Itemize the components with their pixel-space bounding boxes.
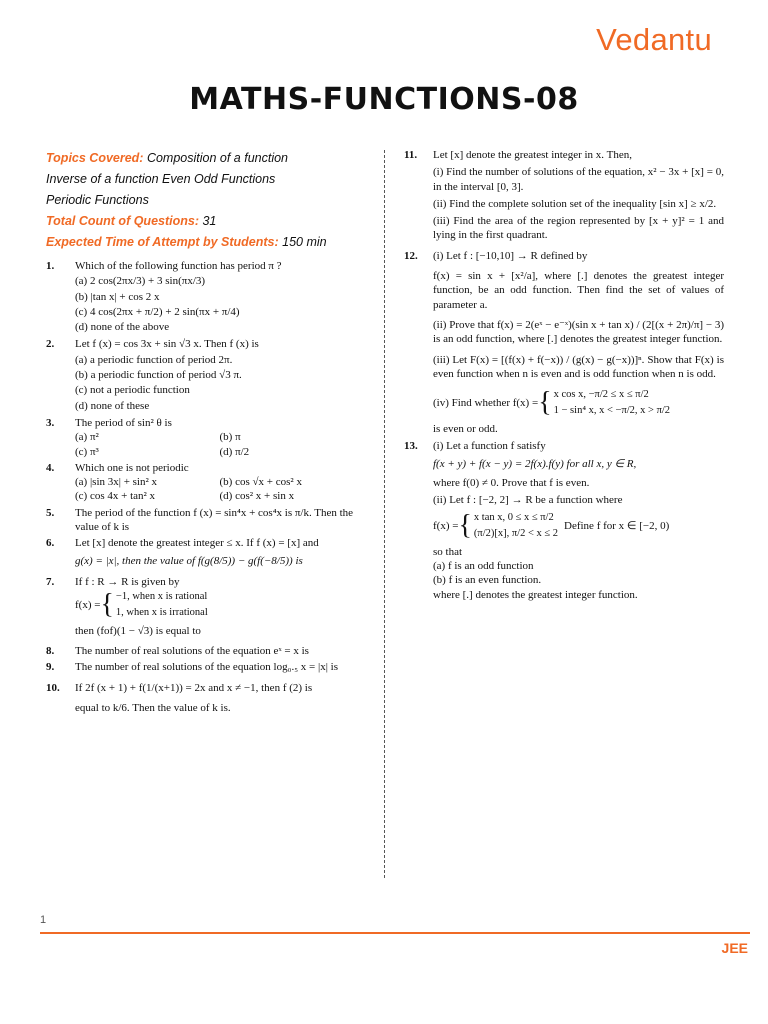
option-a: (a) π² <box>75 431 99 444</box>
brace-glyph: { <box>100 588 114 620</box>
topics-label: Topics Covered: <box>46 151 144 165</box>
option-c: (c) cos 4x + tan² x <box>75 490 156 503</box>
right-column <box>404 148 724 604</box>
part-iii: (iii) Let F(x) = [(f(x) + f(−x)) / (g(x) − g(−x))]ⁿ. Show that F(x) is even function when n is even and is odd function when n is odd. <box>433 353 724 380</box>
option-d: (d) π/2 <box>219 445 250 458</box>
option-b: (b) a periodic function of period √3 π. <box>75 369 242 382</box>
question-2: 2. Let f (x) = cos 3x + sin √3 x. Then f (x) is (a) a periodic function of period 2π. (b) a periodic function of period √3 π. (c) not a periodic function (d) none of these <box>46 337 364 413</box>
count-line: Total Count of Questions: 31 <box>46 214 217 228</box>
time-label: Expected Time of Attempt by Students: <box>46 235 279 249</box>
question-7: 7. If f : R → R is given by f(x) = { −1, when x is rational 1, when x is irrational then (fof)(1 − √3) is equal to <box>46 575 208 637</box>
time-line: Expected Time of Attempt by Students: 150 min <box>46 235 327 249</box>
option-b: (b) |tan x| + cos 2 x <box>75 290 160 303</box>
option-d: (d) none of the above <box>75 321 170 334</box>
brace-glyph: { <box>458 509 472 541</box>
meta-info <box>46 148 364 253</box>
option-c: (c) π³ <box>75 445 99 458</box>
brace-glyph: { <box>538 386 552 418</box>
question-11: 11. Let [x] denote the greatest integer in x. Then, (i) Find the number of solutions of the equation, x² − 3x + [x] = 0, in the interval [0, 3]. (ii) Find the complete solution set of the inequality [sin x] ≥ x/2. (iii) Find the area of the region represented by [x + y]² = 1 and lying in the first quadrant. <box>404 149 724 242</box>
question-3: 3. The period of sin² θ is (a) π² (b) π (c) π³ (d) π/2 <box>46 416 364 459</box>
count-label: Total Count of Questions: <box>46 214 199 228</box>
vedantu-logo: Vedantu <box>596 22 712 57</box>
question-13: 13. (i) Let a function f satisfy f(x + y) + f(x − y) = 2f(x).f(y) for all x, y ∈ R, where f(0) ≠ 0. Prove that f is even. (ii) Let f : [−2, 2] → R be a function where f(x) = { x tan x, 0 ≤ x ≤ π/2 (π/2)[x], π/2 < x ≤ 2 Define f for x ∈ [−2, 0) so that (a) f is an odd function (b) f is an even function. where [.] denotes the greatest integer function. <box>404 439 724 602</box>
option-a: (a) f is an odd function <box>433 559 534 572</box>
left-column <box>46 148 364 717</box>
part-i: (i) Let a function f satisfy <box>433 439 546 452</box>
part-ii: (ii) Find the complete solution set of the inequality [sin x] ≥ x/2. <box>433 197 717 210</box>
part-iii: (iii) Find the area of the region represented by [x + y]² = 1 and lying in the first quadrant. <box>433 215 724 242</box>
topics-line: Topics Covered: Composition of a function <box>46 151 289 165</box>
question-5: 5. The period of the function f (x) = sin⁴x + cos⁴x is π/k. Then the value of k is <box>46 506 354 534</box>
topics-line-2: Inverse of a function Even Odd Functions <box>46 172 276 186</box>
exam-tag: JEE <box>721 940 748 956</box>
option-c: (c) not a periodic function <box>75 384 190 397</box>
question-12: 12. (i) Let f : [−10,10] → R defined by f(x) = sin x + [x²/a], where [.] denotes the greatest integer function, be an odd function. Then find the set of values of parameter a. (ii) Prove that f(x) = 2(eˣ − e⁻ˣ)(sin x + tan x) / (2[(x + 2π)/π] − 3) is an odd function, where [.] denotes the greatest integer function. (iii) Let F(x) = [(f(x) + f(−x)) / (g(x) − g(−x))]ⁿ. Show that F(x) is even function when n is even and is odd function when n is odd. (iv) Find whether f(x) = { x cos x, −π/2 ≤ x ≤ π/2 1 − sin⁴ x, x < −π/2, x > π/2 is even or odd. <box>404 249 724 435</box>
question-8: 8. The number of real solutions of the equation eˣ = x is <box>46 645 309 658</box>
option-c: (c) 4 cos(2πx + π/2) + 2 sin(πx + π/4) <box>75 305 240 318</box>
option-b: (b) π <box>219 431 241 444</box>
footer-divider <box>40 932 750 934</box>
option-d: (d) none of these <box>75 399 150 412</box>
piecewise-definition: f(x) = { −1, when x is rational 1, when x is irrational <box>75 588 208 620</box>
option-d: (d) cos² x + sin x <box>219 490 295 503</box>
topics-line-3: Periodic Functions <box>46 193 149 207</box>
option-b: (b) cos √x + cos² x <box>219 476 302 489</box>
option-a: (a) |sin 3x| + sin² x <box>75 476 158 489</box>
page-title: MATHS-FUNCTIONS-08 <box>189 82 579 117</box>
part-iv: (iv) Find whether f(x) = { x cos x, −π/2 ≤ x ≤ π/2 1 − sin⁴ x, x < −π/2, x > π/2 <box>433 386 671 418</box>
question-10: 10. If 2f (x + 1) + f(1/(x+1)) = 2x and x ≠ −1, then f (2) is equal to k/6. Then the value of k is. <box>46 681 313 714</box>
question-4: 4. Which one is not periodic (a) |sin 3x| + sin² x (b) cos √x + cos² x (c) cos 4x + tan² x (d) cos² x + sin x <box>46 461 364 504</box>
option-a: (a) a periodic function of period 2π. <box>75 353 233 366</box>
part-ii: (ii) Let f : [−2, 2] → R be a function where <box>433 493 623 506</box>
option-b: (b) f is an even function. <box>433 574 542 587</box>
question-9: 9. The number of real solutions of the equation log₀.₅ x = |x| is <box>46 661 338 674</box>
part-ii: (ii) Prove that f(x) = 2(eˣ − e⁻ˣ)(sin x + tan x) / (2[(x + 2π)/π] − 3) is an odd function, where [.] denotes the greatest integer function. <box>433 318 724 346</box>
column-divider <box>384 150 385 878</box>
part-i: (i) Find the number of solutions of the equation, x² − 3x + [x] = 0, in the interval [0, 3]. <box>433 166 724 193</box>
question-6: 6. Let [x] denote the greatest integer ≤ x. If f (x) = [x] and g(x) = |x|, then the value of f(g(8/5)) − g(f(−8/5)) is <box>46 537 319 567</box>
option-a: (a) 2 cos(2πx/3) + 3 sin(πx/3) <box>75 275 206 288</box>
question-1: 1. Which of the following function has period π ? (a) 2 cos(2πx/3) + 3 sin(πx/3) (b) |tan x| + cos 2 x (c) 4 cos(2πx + π/2) + 2 sin(πx + π/4) (d) none of the above <box>46 259 364 335</box>
piecewise-definition: f(x) = { x tan x, 0 ≤ x ≤ π/2 (π/2)[x], π/2 < x ≤ 2 Define f for x ∈ [−2, 0) <box>433 509 670 541</box>
part-i: (i) Let f : [−10,10] → R defined by <box>433 249 588 262</box>
page-number: 1 <box>40 914 47 926</box>
